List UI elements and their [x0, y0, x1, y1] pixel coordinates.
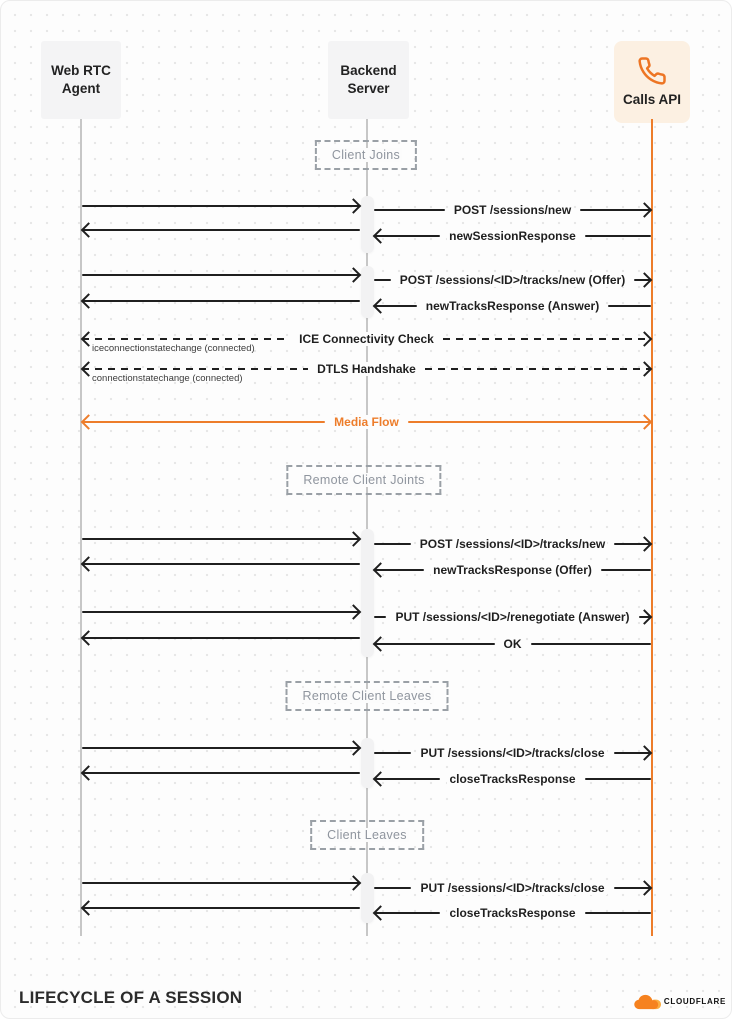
message-label: DTLS Handshake — [317, 362, 416, 376]
message-label: newTracksResponse (Offer) — [433, 563, 592, 577]
event-note: connectionstatechange (connected) — [92, 373, 243, 384]
message-arrow — [82, 527, 360, 551]
arrowhead-left-icon — [373, 298, 389, 314]
event-note: iceconnectionstatechange (connected) — [92, 343, 255, 354]
section-label — [286, 465, 441, 495]
message-line — [374, 279, 391, 282]
cloudflare-logo — [633, 993, 726, 1010]
message-label: newSessionResponse — [449, 229, 576, 243]
message-arrow — [374, 632, 651, 656]
message-line — [82, 907, 360, 910]
arrowhead-right-icon — [637, 880, 653, 896]
message-arrow — [374, 224, 651, 248]
page-title: LIFECYCLE OF A SESSION — [19, 988, 243, 1007]
message-label: newTracksResponse (Answer) — [425, 299, 600, 313]
message-line — [374, 616, 386, 619]
message-arrow — [374, 741, 651, 765]
arrowhead-right-icon — [637, 361, 653, 377]
message-arrow — [82, 552, 360, 576]
message-arrow — [374, 294, 651, 318]
message-arrow — [82, 263, 360, 287]
message-line — [374, 209, 445, 212]
arrowhead-right-icon — [346, 875, 362, 891]
section-label-text: Remote Client Joints — [303, 473, 425, 487]
arrowhead-left-icon — [373, 905, 389, 921]
message-line — [82, 421, 325, 424]
message-label: ICE Connectivity Check — [299, 332, 434, 346]
actor-label: Calls API — [622, 92, 682, 108]
message-arrow — [374, 198, 651, 222]
arrowhead-left-icon — [81, 765, 97, 781]
message-arrow — [374, 268, 651, 292]
message-arrow — [82, 218, 360, 242]
message-label: PUT /sessions/<ID>/tracks/close — [420, 881, 605, 895]
section-label-text: Client Leaves — [327, 828, 407, 842]
arrowhead-left-icon — [81, 556, 97, 572]
message-line — [82, 563, 360, 566]
section-label-text: Client Joins — [331, 148, 401, 162]
message-label: PUT /sessions/<ID>/tracks/close — [420, 746, 605, 760]
message-arrow — [82, 896, 360, 920]
message-line — [82, 300, 360, 303]
message-line — [82, 274, 360, 277]
message-line — [601, 569, 651, 572]
message-line — [608, 305, 651, 308]
section-label — [286, 681, 449, 711]
activation-bar — [361, 196, 374, 253]
actor-webrtc-agent — [41, 41, 121, 119]
message-label: POST /sessions/<ID>/tracks/new — [419, 537, 606, 551]
message-line — [82, 611, 360, 614]
message-line — [82, 368, 308, 371]
message-arrow — [82, 289, 360, 313]
message-label: PUT /sessions/<ID>/renegotiate (Answer) — [395, 610, 630, 624]
arrowhead-left-icon — [81, 222, 97, 238]
message-line — [531, 643, 652, 646]
message-line — [82, 772, 360, 775]
message-label: POST /sessions/new — [453, 203, 572, 217]
arrowhead-left-icon — [373, 228, 389, 244]
message-arrow — [374, 605, 651, 629]
arrowhead-left-icon — [81, 900, 97, 916]
actor-label: Backend Server — [340, 62, 397, 96]
message-arrow — [82, 761, 360, 785]
arrowhead-right-icon — [346, 267, 362, 283]
cloudflare-wordmark: CLOUDFLARE — [663, 997, 726, 1006]
message-arrow — [82, 626, 360, 650]
arrowhead-left-icon — [373, 771, 389, 787]
arrowhead-left-icon — [81, 630, 97, 646]
message-line — [374, 543, 411, 546]
section-label — [310, 820, 424, 850]
actor-backend-server — [328, 41, 409, 119]
message-line — [82, 205, 360, 208]
arrowhead-right-icon — [637, 331, 653, 347]
message-arrow — [374, 767, 651, 791]
activation-bar — [361, 738, 374, 788]
arrowhead-left-icon — [373, 636, 389, 652]
arrowhead-left-icon — [81, 293, 97, 309]
message-line — [585, 235, 651, 238]
activation-bar — [361, 529, 374, 657]
message-arrow — [82, 410, 651, 434]
lifeline-calls-api — [651, 119, 653, 936]
message-label: closeTracksResponse — [449, 772, 576, 786]
message-arrow — [374, 876, 651, 900]
arrowhead-right-icon — [637, 202, 653, 218]
message-label: POST /sessions/<ID>/tracks/new (Offer) — [399, 273, 626, 287]
arrowhead-right-icon — [346, 198, 362, 214]
message-line — [82, 538, 360, 541]
arrowhead-right-icon — [346, 604, 362, 620]
message-arrow — [82, 600, 360, 624]
arrowhead-right-icon — [637, 609, 653, 625]
message-line — [585, 912, 651, 915]
arrowhead-right-icon — [637, 414, 653, 430]
message-line — [82, 229, 360, 232]
message-line — [374, 752, 411, 755]
message-line — [374, 643, 495, 646]
message-label: OK — [503, 637, 522, 651]
message-arrow — [82, 736, 360, 760]
activation-bar — [361, 266, 374, 318]
message-line — [374, 887, 411, 890]
message-arrow — [82, 871, 360, 895]
arrowhead-right-icon — [346, 740, 362, 756]
actor-calls-api — [614, 41, 690, 123]
message-label: Media Flow — [334, 415, 399, 429]
arrowhead-right-icon — [637, 745, 653, 761]
message-label: closeTracksResponse — [449, 906, 576, 920]
arrowhead-right-icon — [346, 531, 362, 547]
arrowhead-left-icon — [81, 414, 97, 430]
message-arrow — [374, 558, 651, 582]
arrowhead-right-icon — [637, 272, 653, 288]
message-line — [585, 778, 651, 781]
section-label — [315, 140, 417, 170]
message-arrow — [374, 901, 651, 925]
phone-icon — [637, 56, 667, 86]
arrowhead-right-icon — [637, 536, 653, 552]
actor-label: Web RTC Agent — [51, 62, 111, 96]
arrowhead-left-icon — [373, 562, 389, 578]
message-line — [425, 368, 651, 371]
message-line — [82, 882, 360, 885]
message-arrow — [374, 532, 651, 556]
section-label-text: Remote Client Leaves — [302, 689, 432, 703]
message-arrow — [82, 194, 360, 218]
message-line — [82, 637, 360, 640]
activation-bar — [361, 873, 374, 923]
message-line — [82, 747, 360, 750]
message-line — [443, 338, 651, 341]
message-line — [408, 421, 651, 424]
message-line — [82, 338, 290, 341]
cloudflare-cloud-icon — [633, 993, 661, 1010]
